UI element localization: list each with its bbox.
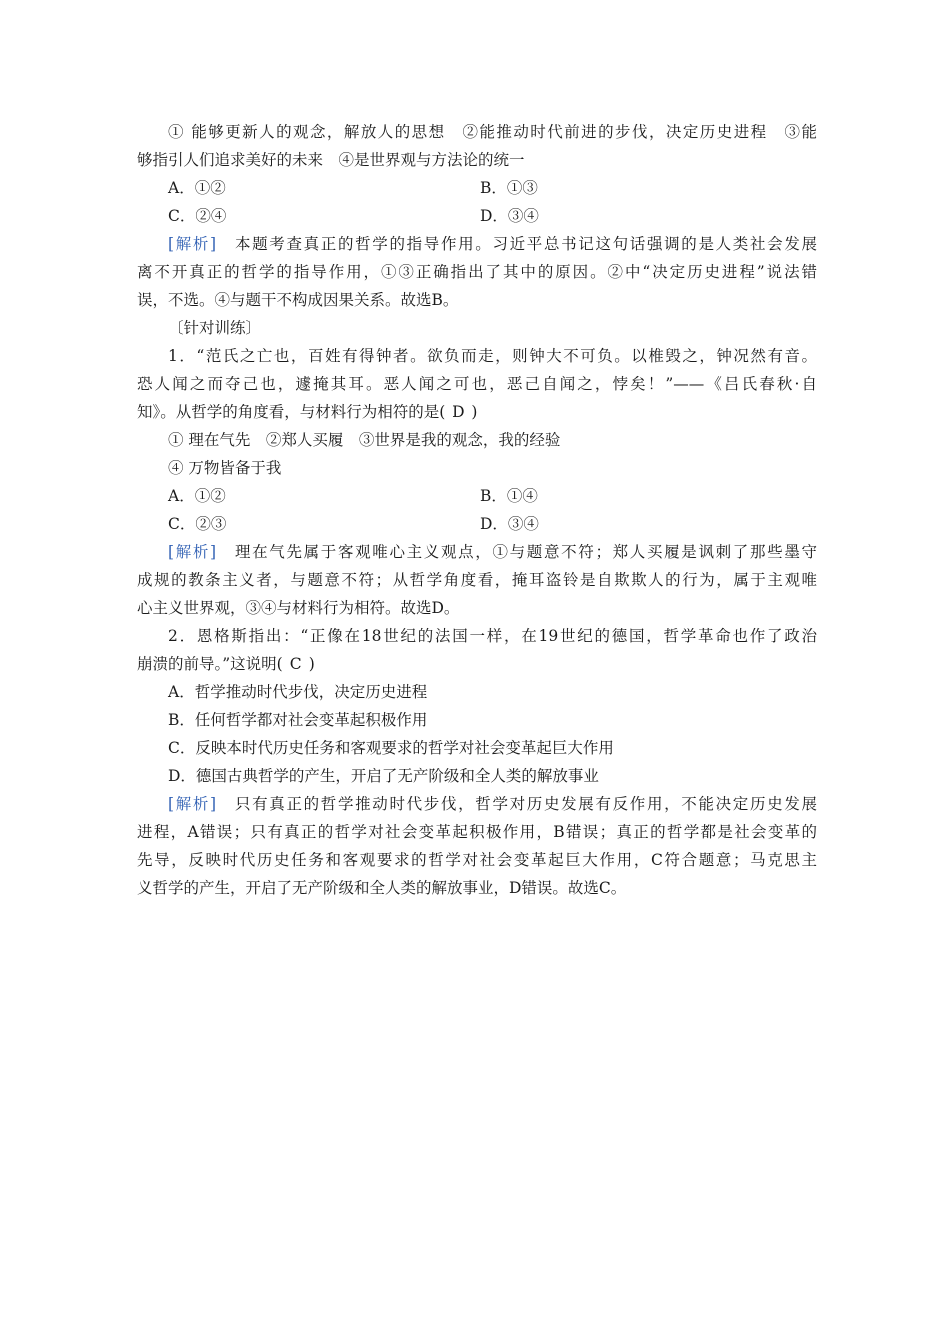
- option-c: C．②④: [168, 207, 227, 225]
- question-1-stem-text: 知》。从哲学的角度看，与材料行为相符的是(: [137, 403, 446, 421]
- analysis-line: 误，不选。④与题干不构成因果关系。故选B。: [137, 291, 459, 309]
- question-1-paren-close: ): [471, 403, 478, 421]
- option-d: D．德国古典哲学的产生，开启了无产阶级和全人类的解放事业: [168, 767, 599, 785]
- question-1-stem-line: [137, 398, 817, 426]
- analysis-text: 本题考查真正的哲学的指导作用。习近平总书记这句话强调的是人类社会发展: [216, 235, 817, 253]
- analysis-line: 心主义世界观，③④与材料行为相符。故选D。: [137, 599, 460, 617]
- analysis-tag: [解析]: [168, 543, 217, 561]
- question-1-answer: D: [452, 403, 465, 421]
- question-2-stem-text: 崩溃的前导。”这说明(: [137, 655, 283, 673]
- question-2-stem-line: [137, 650, 817, 678]
- analysis-text: 只有真正的哲学推动时代步伐，哲学对历史发展有反作用，不能决定历史发展: [216, 795, 817, 813]
- question-1-items: ① 理在气先 ②郑人买履 ③世界是我的观念，我的经验: [168, 431, 561, 449]
- analysis-text: 理在气先属于客观唯心主义观点，①与题意不符；郑人买履是讽刺了那些墨守: [216, 543, 817, 561]
- question-1-items: ④ 万物皆备于我: [168, 459, 282, 477]
- question-1-stem-line: 1．“范氏之亡也，百姓有得钟者。欲负而走，则钟大不可负。以椎毁之，钟况然有音。: [168, 347, 817, 365]
- analysis-line: [168, 790, 817, 818]
- option-c: C．②③: [168, 515, 227, 533]
- analysis-tag: [解析]: [168, 235, 217, 253]
- analysis-line: 先导，反映时代历史任务和客观要求的哲学对社会变革起巨大作用，C符合题意；马克思主: [137, 851, 817, 869]
- analysis-line: 成规的教条主义者，与题意不符；从哲学角度看，掩耳盗铃是自欺欺人的行为，属于主观唯: [137, 571, 817, 589]
- option-d: D．③④: [480, 207, 539, 225]
- question-stem-line: 够指引人们追求美好的未来 ④是世界观与方法论的统一: [137, 151, 525, 169]
- option-b: B．①③: [480, 179, 538, 197]
- analysis-line: 义哲学的产生，开启了无产阶级和全人类的解放事业，D错误。故选C。: [137, 879, 627, 897]
- option-a: A．哲学推动时代步伐，决定历史进程: [168, 683, 428, 701]
- question-2-answer: C: [289, 655, 302, 673]
- option-b: B．①④: [480, 487, 538, 505]
- question-2-paren-close: ): [308, 655, 315, 673]
- analysis-line: [168, 230, 817, 258]
- analysis-line: [168, 538, 817, 566]
- question-2-stem-line: 2．恩格斯指出：“正像在18世纪的法国一样，在19世纪的德国，哲学革命也作了政治: [168, 627, 817, 645]
- question-1-stem-line: 恐人闻之而夺己也，遽掩其耳。恶人闻之可也，恶己自闻之，悖矣！”——《吕氏春秋·自: [137, 375, 817, 393]
- option-d: D．③④: [480, 515, 539, 533]
- option-b: B．任何哲学都对社会变革起积极作用: [168, 711, 428, 729]
- section-title: 〔针对训练〕: [168, 319, 262, 337]
- analysis-line: 离不开真正的哲学的指导作用，①③正确指出了其中的原因。②中“决定历史进程”说法错: [137, 263, 817, 281]
- option-a: A．①②: [168, 487, 226, 505]
- analysis-tag: [解析]: [168, 795, 217, 813]
- option-a: A．①②: [168, 179, 226, 197]
- analysis-line: 进程，A错误；只有真正的哲学对社会变革起积极作用，B错误；真正的哲学都是社会变革的: [137, 823, 817, 841]
- option-c: C．反映本时代历史任务和客观要求的哲学对社会变革起巨大作用: [168, 739, 614, 757]
- question-stem-line: ① 能够更新人的观念，解放人的思想 ②能推动时代前进的步伐，决定历史进程 ③能: [168, 123, 817, 141]
